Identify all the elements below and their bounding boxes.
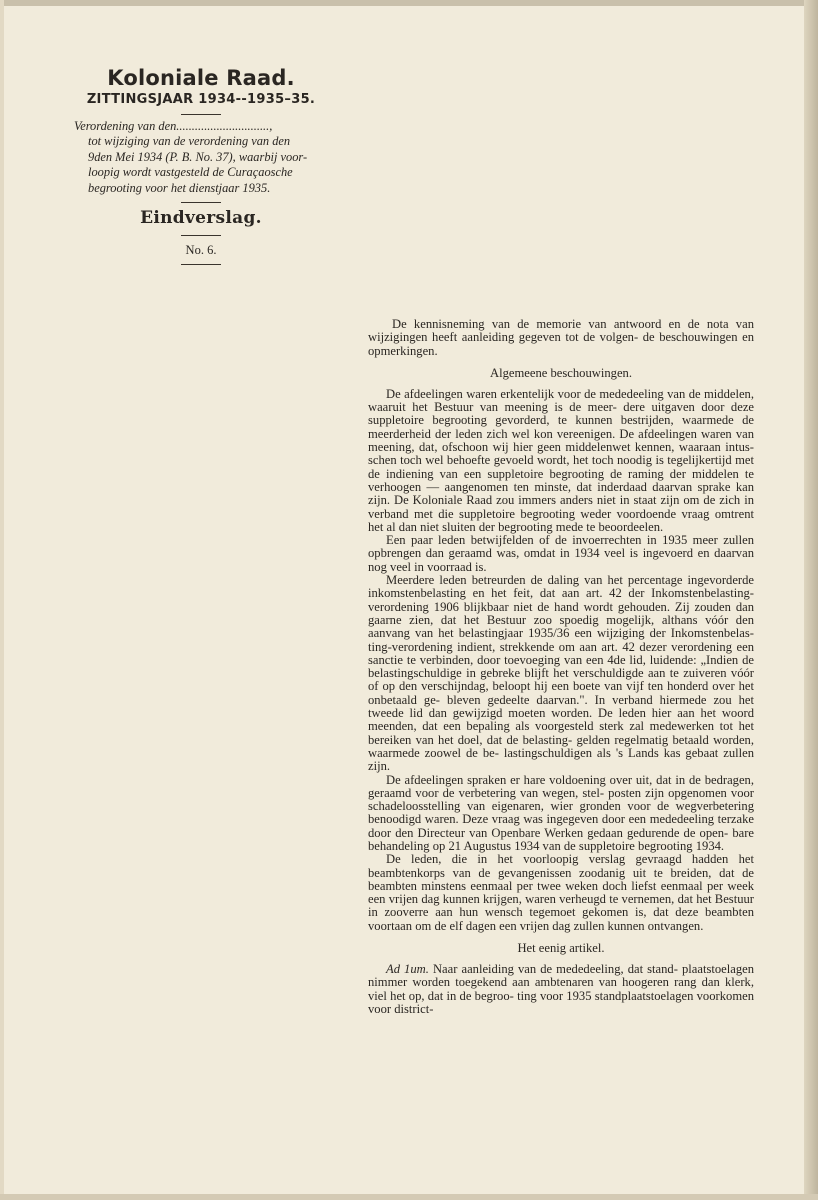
body-paragraph: Een paar leden betwijfelden of de invoerrechten in 1935 meer zullen opbrengen dan geraamd was, omdat in 1934 veel is ingevoerd en daarvan nog veel in voorraad is.: [368, 533, 754, 574]
ordinance-subject: [74, 119, 336, 196]
body-paragraph: De afdeelingen waren erkentelijk voor de mededeeling van de middelen, waaruit het Bestuur van meening is de meer- dere uitgaven door deze suppletoire begrooting gevorderd, te kunnen bestrijden, waarmede de meerderheid der leden zich wel kon vereenigen. De afdeelingen waren van meening, dat, ofschoon wij hier geen middelenwet kennen, waaraan intus- schen toch wel behoefte gevoeld wordt, het toch noodig is tegelijkertijd met de indiening van een suppletoire begrooting de raming der middelen te verhoogen — aangenomen ten minste, dat inderdaad daarvan sprake kan zijn. De Koloniale Raad zou immers anders niet in staat zijn om de zich in verband met die suppletoire begrooting weder voordoende vraag omtrent het al dan niet sluiten der begrooting mede te beoordeelen.: [368, 386, 754, 534]
document-header: [66, 66, 336, 269]
body-paragraph: De afdeelingen spraken er hare voldoening over uit, dat in de bedragen, geraamd voor de verbetering van wegen, stel- posten zijn opgenomen voor schadeloosstelling van eigenaren, wier gronden voor de wegverbetering benoodigd waren. Deze vraag was ingegeven door een mededeeling terzake door den Directeur van Openbare Werken gedaan gedurende de open- bare behandeling op 21 Augustus 1934 van de suppletoire begrooting 1934.: [368, 772, 754, 853]
page-edge-bottom: [0, 1194, 818, 1200]
divider: [181, 235, 221, 236]
subject-line: loopig wordt vastgesteld de Curaçaosche: [88, 165, 293, 180]
body-paragraph: Meerdere leden betreurden de daling van het percentage ingevorderde inkomstenbelasting en het feit, dat aan art. 42 der Inkomstenbelasting-verordening 1906 blijkbaar niet de hand wordt gehouden. Zij zouden dan gaarne zien, dat het Bestuur zoo spoedig mogelijk, althans vóór den aanvang van het belastingjaar 1935/36 een wijziging der Inkomstenbelas- ting-verordening indient, strekkende om aan art. 42 dezer verordening een sanctie te verbinden, door toevoeging van een 4de lid, luidende: „Indien de belastingschuldige in gebreke blijft het verschuldigde aan te zuiveren vóór of op den verschijndag, beloopt hij een boete van vijf ten honderd over het onbetaald ge- bleven gedeelte daarvan.". In verband hiermede zou het tweede lid dan gewijzigd moeten worden. De leden hier aan het woord meenden, dat een bepaling als voorgesteld sterk zal medewerken tot het bereiken van het doel, dat de belasting- gelden regelmatig betaald worden, waarmede zoowel de be- lastingschuldigen als 's Lands kas gebaat zullen zijn.: [368, 573, 754, 774]
session-year: ZITTINGSJAAR 1934--1935–35.: [86, 92, 316, 107]
subject-line: tot wijziging van de verordening van den: [88, 134, 291, 149]
subject-line: begrooting voor het dienstjaar 1935.: [88, 180, 271, 195]
section-heading-article: Het eenig artikel.: [517, 941, 605, 956]
article-label: Ad 1um.: [386, 962, 429, 977]
page-title: Koloniale Raad.: [107, 66, 295, 90]
page-edge-left: [0, 0, 4, 1200]
report-number: No. 6.: [185, 243, 217, 258]
divider: [181, 202, 221, 203]
body-paragraph: De leden, die in het voorloopig verslag gevraagd hadden het beambtenkorps van de gevangenissen zoodanig uit te breiden, dat de beambten minstens eenmaal per twee weken doch liefst eenmaal per week een vrijen dag kunnen krijgen, waren verheugd te vernemen, dat het Bestuur in zooverre aan hun wensch tegemoet gekomen is, dat deze beambten voortaan om de elf dagen een vrijen dag zullen kunnen ontvangen.: [368, 852, 754, 933]
page-edge-top: [0, 0, 818, 6]
article-paragraph: [368, 963, 754, 1016]
report-title: Eindverslag.: [140, 208, 262, 229]
divider: [181, 114, 221, 115]
subject-line: Verordening van den..............................,: [74, 119, 273, 133]
divider: [181, 264, 221, 265]
intro-paragraph: De kennisneming van de memorie van antwoord en de nota van wijzigingen heeft aanleiding gegeven tot de volgen- de beschouwingen en opmerkingen.: [368, 317, 754, 358]
report-body: [368, 318, 754, 1016]
section-heading-general: Algemeene beschouwingen.: [490, 365, 632, 380]
article-text: Naar aanleiding van de mededeeling, dat stand- plaatstoelagen nimmer worden toegekend aan ambtenaren van hoogeren rang dan klerk, viel het op, dat in de begroo- ting voor 1935 standplaatstoelagen voorkomen voor district-: [368, 962, 754, 1016]
subject-line: 9den Mei 1934 (P. B. No. 37), waarbij voor-: [88, 149, 308, 164]
page-edge-right: [804, 0, 818, 1200]
